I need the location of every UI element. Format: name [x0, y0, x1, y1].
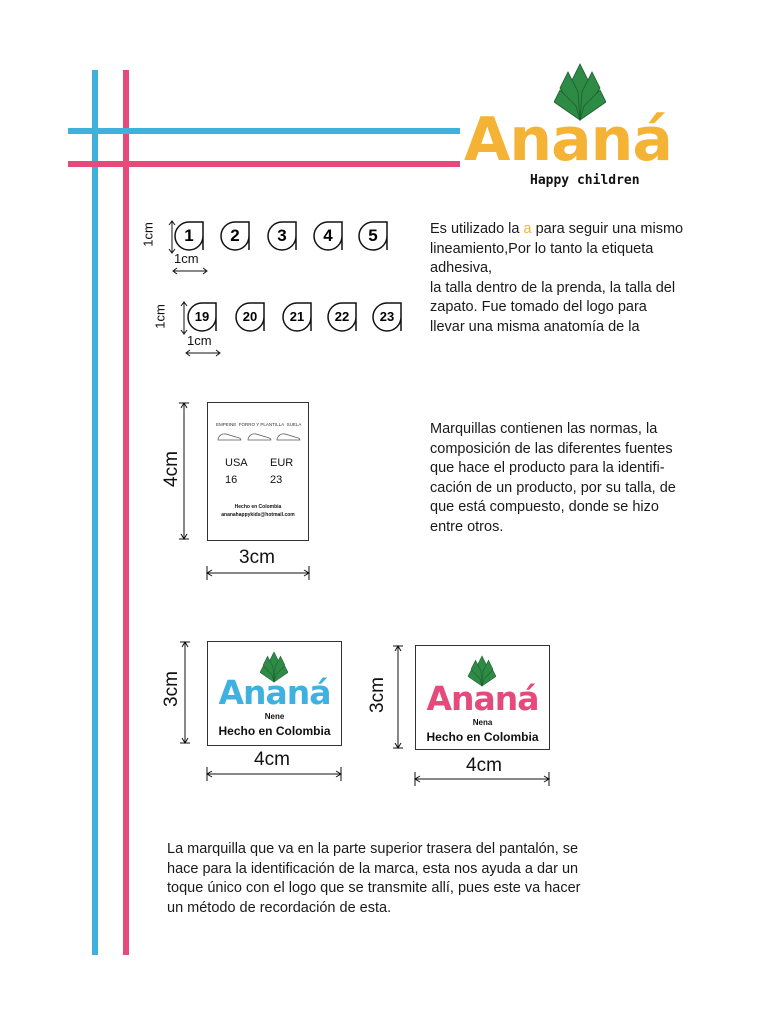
size-badge-1 — [174, 221, 204, 251]
size-number: 4 — [323, 226, 333, 245]
care-label-region-eur: EUR — [270, 457, 294, 469]
girl-label-brand: Ananá — [426, 679, 539, 718]
care-label-width-arrow — [206, 566, 310, 580]
text-care-paragraph — [430, 420, 730, 537]
girl-label-height-arrow — [393, 645, 403, 749]
frame-line-pink-vertical — [123, 70, 129, 955]
text-line: composición de las diferentes fuentes — [430, 440, 673, 457]
dim-horizontal-label: 1cm — [187, 333, 212, 348]
dim-horizontal-arrow — [172, 267, 208, 275]
text-line: Es utilizado la a para seguir una mismo — [430, 221, 684, 237]
text-line: La marquilla que va en la parte superior trasera del pantalón, se — [167, 841, 579, 857]
size-badge-20 — [235, 302, 265, 332]
text-line: hace para la identificación de la marca, esta nos ayuda a dar un — [167, 860, 579, 877]
text-line: adhesiva, — [430, 260, 493, 276]
size-badge-4 — [313, 221, 343, 251]
boy-label-dim-height: 3cm — [161, 671, 182, 707]
care-label-dim-height: 4cm — [161, 451, 182, 487]
frame-line-pink-horizontal — [68, 161, 460, 167]
frame-line-blue-vertical — [92, 70, 98, 955]
size-number: 1 — [184, 226, 194, 245]
size-number: 22 — [334, 309, 350, 324]
girl-label-gender: Nena — [472, 718, 493, 727]
text-line: zapato. Fue tomado del logo para — [430, 299, 647, 315]
boy-label-made-in: Hecho en Colombia — [218, 724, 331, 738]
text-sizes-paragraph — [430, 220, 730, 337]
sizes-kids-row — [140, 215, 400, 275]
size-number: 5 — [368, 226, 378, 245]
text-line: que está compuesto, donde se hizo — [430, 499, 659, 515]
text-line: toque único con el logo que se transmite allí, pues este va hacer — [167, 880, 581, 896]
size-badge-23 — [372, 302, 402, 332]
frame-line-blue-horizontal — [68, 128, 460, 134]
text-bottom-paragraph — [167, 840, 667, 918]
care-label-made-in: Hecho en Colombia — [234, 504, 282, 510]
boy-label-width-arrow — [206, 767, 342, 781]
girl-label-made-in: Hecho en Colombia — [426, 730, 539, 744]
text-line: lineamiento,Por lo tanto la etiqueta — [430, 240, 654, 257]
care-label-dim-width: 3cm — [239, 547, 275, 568]
size-number: 23 — [379, 309, 395, 324]
care-label — [207, 402, 309, 541]
dim-vertical-label: 1cm — [152, 304, 168, 329]
size-number: 21 — [289, 309, 305, 324]
boy-label-height-arrow — [180, 641, 190, 744]
size-number: 19 — [194, 309, 210, 324]
care-label-height-arrow — [179, 402, 189, 540]
accent-letter: a — [523, 221, 532, 237]
size-badge-5 — [358, 221, 388, 251]
text-line: llevar una misma anatomía de la — [430, 318, 640, 335]
girl-label-dim-height: 3cm — [367, 677, 388, 713]
size-badge-22 — [327, 302, 357, 332]
shoe-icons — [216, 430, 302, 442]
text-line: cación de un producto, por su talla, de — [430, 479, 676, 496]
text-line: que hace el producto para la identifi- — [430, 460, 665, 476]
care-label-email: ananahappykids@hotmail.com — [221, 512, 295, 518]
care-label-region-usa: USA — [225, 457, 248, 469]
dim-horizontal-label: 1cm — [174, 251, 199, 266]
girl-label-dim-width: 4cm — [466, 755, 502, 776]
text-line: un método de recordación de esta. — [167, 899, 392, 916]
text-line: la talla dentro de la prenda, la talla del — [430, 279, 676, 296]
text-line: Marquillas contienen las normas, la — [430, 421, 658, 437]
dim-vertical-label: 1cm — [140, 222, 156, 247]
sizes-shoes-row — [150, 295, 410, 357]
size-badge-19 — [187, 302, 217, 332]
size-badge-3 — [267, 221, 297, 251]
boy-brand-label — [207, 641, 342, 746]
care-label-headers: EMPEINE FORRO Y PLANTILLA SUELA — [216, 422, 302, 427]
care-label-size-usa: 16 — [225, 474, 238, 486]
size-badge-21 — [282, 302, 312, 332]
size-number: 3 — [277, 226, 287, 245]
brand-logo-word: Ananá — [464, 105, 672, 175]
care-label-size-eur: 23 — [270, 474, 283, 486]
boy-label-dim-width: 4cm — [254, 749, 290, 770]
size-number: 20 — [242, 309, 258, 324]
brand-tagline: Happy children — [530, 173, 640, 188]
girl-brand-label — [415, 645, 550, 750]
boy-label-brand: Ananá — [218, 673, 331, 712]
boy-label-gender: Nene — [264, 712, 285, 721]
dim-horizontal-arrow — [185, 349, 221, 357]
size-number: 2 — [230, 226, 240, 245]
brand-logo — [462, 62, 702, 197]
girl-label-width-arrow — [414, 772, 550, 786]
text-line: entre otros. — [430, 518, 504, 535]
size-badge-2 — [220, 221, 250, 251]
